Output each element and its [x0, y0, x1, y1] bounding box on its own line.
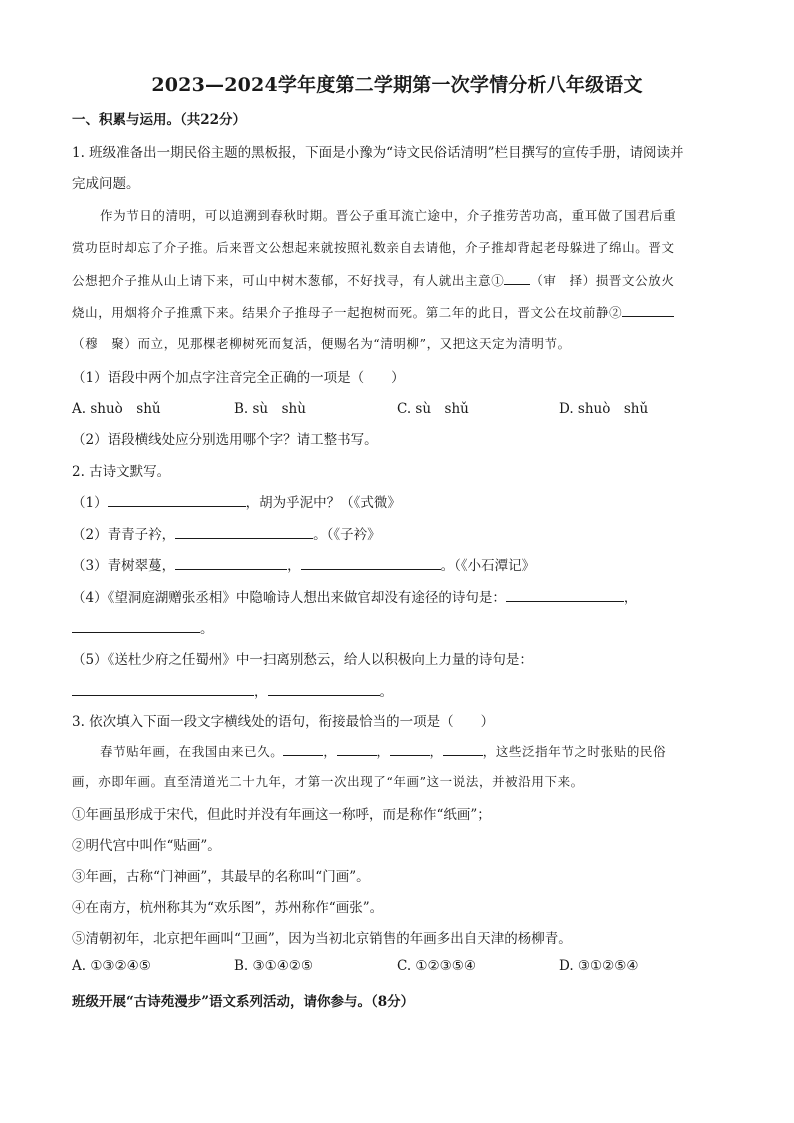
q1-stem-line2: 完成问题。	[72, 176, 140, 192]
q1-option-a[interactable]: A. shuò shǔ	[72, 401, 161, 417]
q1-passage-line1: 作为节日的清明，可以追溯到春秋时期。晋公子重耳流亡途中，介子推劳苦功高，重耳做了国君后重	[100, 208, 677, 223]
q2-line4	[72, 586, 637, 606]
q2-line4-comma: ，	[623, 590, 638, 606]
q3-blank-2[interactable]	[337, 741, 377, 756]
blank-1[interactable]	[504, 270, 530, 285]
q1-passage-line4	[72, 302, 674, 321]
q3-item-1: ①年画虽形成于宋代，但此时并没有年画这一称呼，而是称作“纸画”；	[72, 807, 491, 823]
q3-option-d[interactable]: D. ③①②⑤④	[559, 958, 639, 974]
q3-option-a[interactable]: A. ①③②④⑤	[72, 958, 151, 974]
q2-line1-prefix: （1）	[72, 495, 108, 511]
q1-passage-line4-text: 烧山，用烟将介子推熏下来。结果介子推母子一起抱树而死。第二年的此日，晋文公在坟前静②	[72, 305, 623, 320]
q1-sub2: （2）语段横线处应分别选用哪个字？请工整书写。	[72, 432, 378, 448]
q2-line5: （5）《送杜少府之任蜀州》中一扫离别愁云，给人以积极向上力量的诗句是：	[72, 652, 533, 668]
q2-line4-cont	[72, 617, 214, 637]
q2-line3	[72, 554, 535, 574]
q3-blank-4[interactable]	[443, 741, 483, 756]
q2-stem: 2. 古诗文默写。	[72, 464, 171, 480]
q2-line1-suffix: ，胡为乎泥中？（《式微》	[245, 495, 401, 511]
q2-line4-text: （4）《望洞庭湖赠张丞相》中隐喻诗人想出来做官却没有途径的诗句是：	[72, 590, 506, 606]
q3-option-b[interactable]: B. ③①④②⑤	[234, 958, 314, 974]
q2-blank-4[interactable]	[301, 555, 441, 570]
q1-option-b[interactable]: B. sù shù	[234, 401, 306, 417]
q2-blank-6[interactable]	[72, 618, 200, 633]
q3-passage-line1-tail: ，这些泛指年节之时张贴的民俗	[482, 744, 667, 759]
q2-blank-7[interactable]	[72, 681, 254, 696]
q3-blank-3[interactable]	[390, 741, 430, 756]
q1-option-d[interactable]: D. shuò shǔ	[559, 401, 649, 417]
q1-stem-line1: 1. 班级准备出一期民俗主题的黑板报，下面是小豫为“诗文民俗话清明”栏目撰写的宣传手册，请阅读并	[72, 145, 684, 161]
q1-passage-line3-text: 公想把介子推从山上请下来，可山中树木葱郁，不好找寻，有人就出主意①	[72, 273, 505, 288]
q2-line4-period: 。	[200, 621, 214, 637]
q3-passage-line1-text: 春节贴年画，在我国由来已久。	[100, 744, 284, 759]
q3-item-4: ④在南方，杭州称其为“欢乐图”，苏州称作“画张”。	[72, 900, 384, 916]
q3-item-5: ⑤清朝初年，北京把年画叫“卫画”，因为当初北京销售的年画多出自天津的杨柳青。	[72, 931, 572, 947]
q2-blank-2[interactable]	[175, 524, 313, 539]
q1-passage-line3	[72, 270, 674, 289]
q2-line2-suffix: 。（《子衿》	[313, 527, 381, 543]
q3-item-2: ②明代宫中叫作“贴画”。	[72, 838, 221, 854]
q1-passage-line5: （穆 聚）而立，见那棵老柳树死而复活，便赐名为“清明柳”，又把这天定为清明节。	[72, 336, 571, 351]
q2-line5-cont	[72, 680, 393, 700]
blank-2[interactable]	[622, 302, 674, 317]
q3-passage-line1: 春节贴年画，在我国由来已久。 ， ， ， ，这些泛指年节之时张贴的民俗	[100, 741, 666, 760]
section-heading-1: 一、积累与运用。（共22分）	[72, 112, 247, 128]
q2-blank-5[interactable]	[506, 587, 624, 602]
q2-blank-1[interactable]	[108, 492, 246, 507]
q2-line2	[72, 523, 381, 543]
q2-line5-comma: ，	[254, 684, 268, 700]
section-heading-2: 班级开展“古诗苑漫步”语文系列活动，请你参与。（8分）	[72, 994, 415, 1010]
q1-passage-line3-tail: （审 择）损晋文公放火	[530, 273, 675, 288]
q2-blank-8[interactable]	[268, 681, 380, 696]
q2-line3-prefix: （3）青树翠蔓，	[72, 558, 176, 574]
q3-blank-1[interactable]	[283, 741, 323, 756]
q2-line1	[72, 491, 401, 511]
q2-line5-period: 。	[379, 684, 393, 700]
q1-passage-line2: 赏功臣时却忘了介子推。后来晋文公想起来就按照礼数亲自去请他，介子推却背起老母躲进了绵山。晋文	[72, 240, 675, 255]
q1-sub1: （1）语段中两个加点字注音完全正确的一项是（ ）	[72, 370, 405, 386]
q2-line3-comma: ，	[287, 558, 301, 574]
q2-blank-3[interactable]	[175, 555, 287, 570]
q2-line3-suffix: 。（《小石潭记》	[440, 558, 536, 574]
q3-passage-line2: 画，亦即年画。直至清道光二十九年，才第一次出现了“年画”这一说法，并被沿用下来。	[72, 774, 584, 789]
q3-stem: 3. 依次填入下面一段文字横线处的语句，衔接最恰当的一项是（ ）	[72, 714, 495, 730]
q2-line2-prefix: （2）青青子衿，	[72, 527, 176, 543]
q3-item-3: ③年画，古称“门神画”，其最早的名称叫“门画”。	[72, 869, 370, 885]
q1-option-c[interactable]: C. sù shǔ	[397, 401, 469, 417]
q3-option-c[interactable]: C. ①②③⑤④	[397, 958, 476, 974]
page-title: 2023—2024学年度第二学期第一次学情分析八年级语文	[151, 74, 643, 96]
